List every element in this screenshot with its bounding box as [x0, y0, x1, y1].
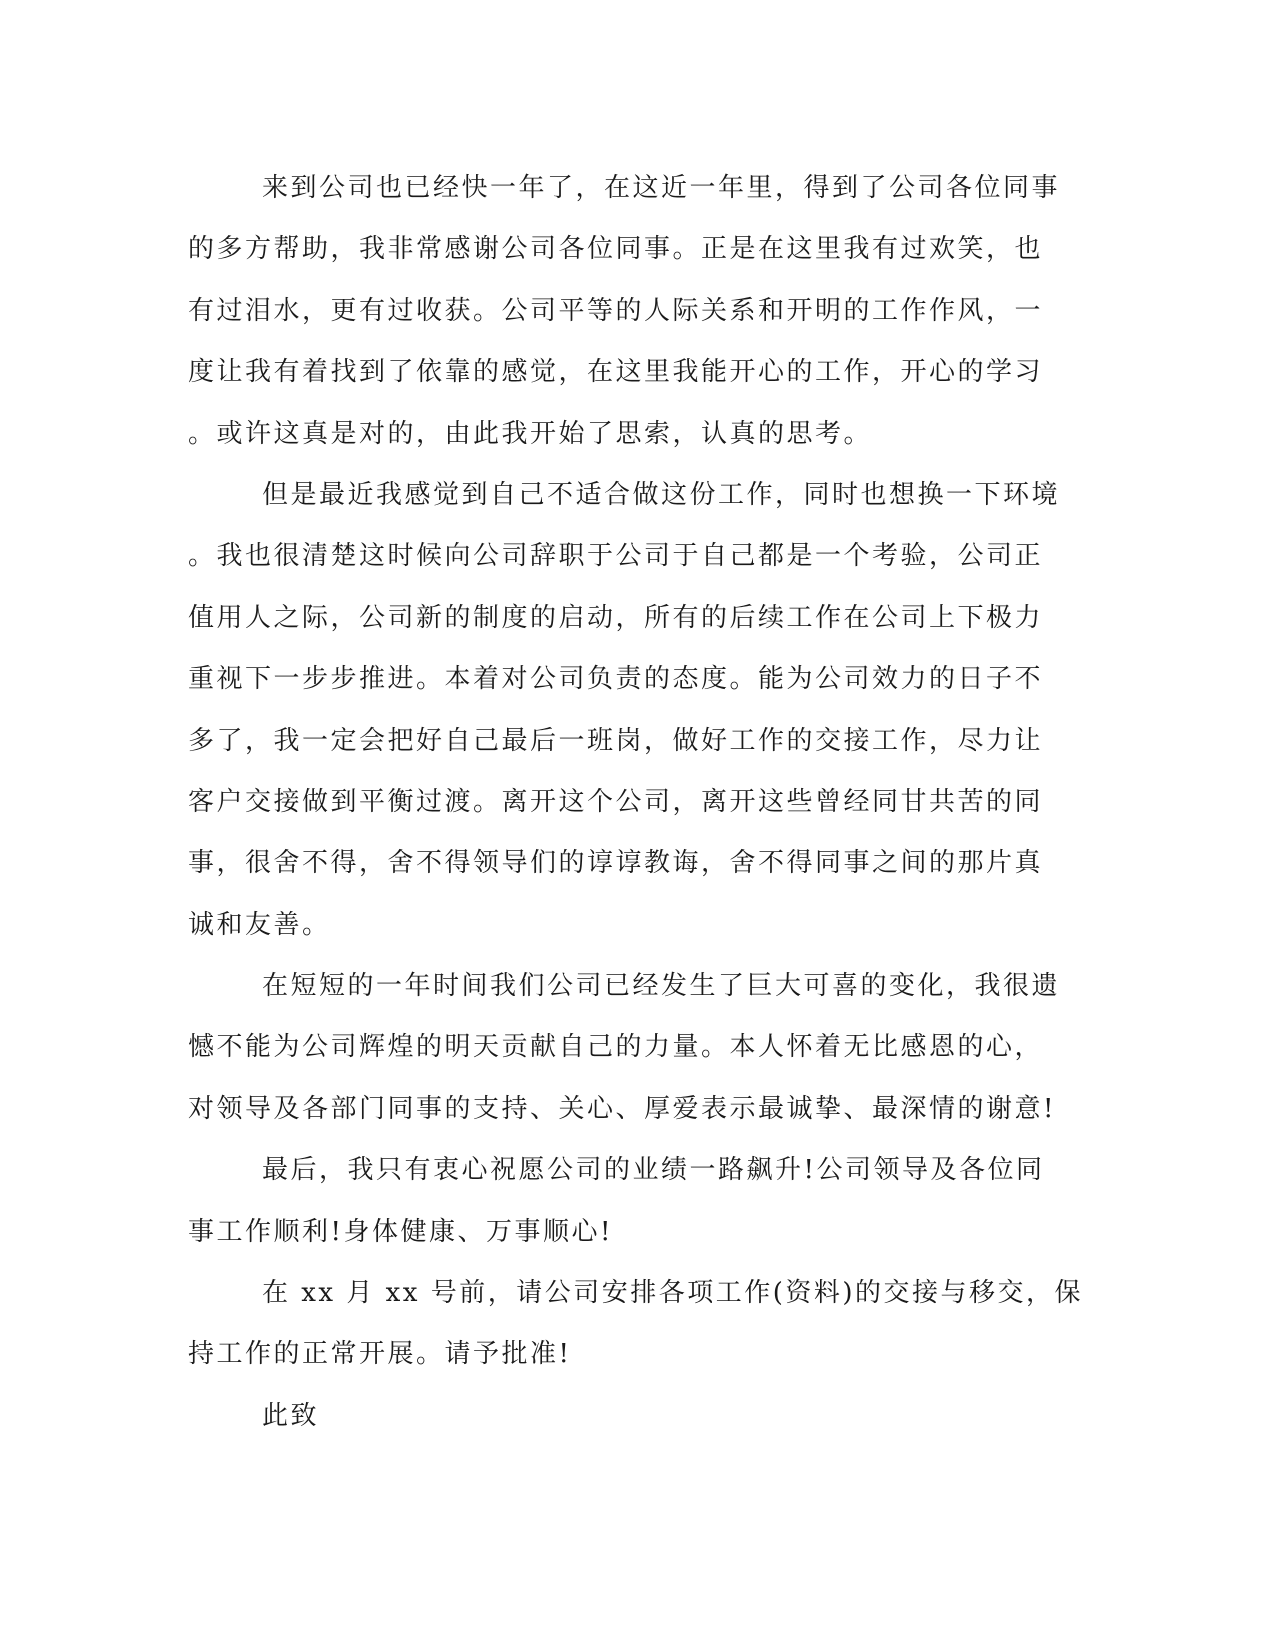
text-line: 。或许这真是对的，由此我开始了思索，认真的思考。: [188, 418, 873, 449]
text-line: 在短短的一年时间我们公司已经发生了巨大可喜的变化，我很遗: [262, 971, 1061, 1002]
text-line: 重视下一步步推进。本着对公司负责的态度。能为公司效力的日子不: [188, 664, 1044, 695]
text-line: 来到公司也已经快一年了，在这近一年里，得到了公司各位同事: [262, 173, 1061, 203]
text-line: 度让我有着找到了依靠的感觉，在这里我能开心的工作，开心的学习: [188, 357, 1044, 388]
text-line: 事工作顺利!身体健康、万事顺心!: [188, 1216, 613, 1247]
text-line: 。我也很清楚这时候向公司辞职于公司于自己都是一个考验，公司正: [188, 541, 1044, 572]
paragraph-thanks: [188, 956, 1078, 1140]
text-line: 的多方帮助，我非常感谢公司各位同事。正是在这里我有过欢笑，也: [188, 234, 1044, 265]
text-line: 诚和友善。: [188, 909, 331, 940]
paragraph-wishes: [188, 1140, 1078, 1263]
paragraph-handover-request: [188, 1263, 1083, 1386]
text-line: 值用人之际，公司新的制度的启动，所有的后续工作在公司上下极力: [188, 602, 1044, 633]
closing-salutation: 此致: [262, 1400, 320, 1431]
text-line: 憾不能为公司辉煌的明天贡献自己的力量。本人怀着无比感恩的心，: [188, 1032, 1044, 1063]
text-line: 客户交接做到平衡过渡。离开这个公司，离开这些曾经同甘共苦的同: [188, 786, 1044, 817]
text-line: 事，很舍不得，舍不得领导们的谆谆教诲，舍不得同事之间的那片真: [188, 848, 1044, 879]
text-line: 多了，我一定会把好自己最后一班岗，做好工作的交接工作，尽力让: [188, 725, 1044, 756]
text-line: 最后，我只有衷心祝愿公司的业绩一路飙升!公司领导及各位同: [262, 1155, 1045, 1186]
text-line: 对领导及各部门同事的支持、关心、厚爱表示最诚挚、最深情的谢意!: [188, 1093, 1056, 1124]
text-line: 在 xx 月 xx 号前，请公司安排各项工作(资料)的交接与移交，保: [262, 1278, 1083, 1309]
text-line: 有过泪水，更有过收获。公司平等的人际关系和开明的工作作风，一: [188, 295, 1044, 326]
paragraph-resignation-reason: [188, 465, 1078, 956]
letter-body: [188, 158, 1083, 1447]
paragraph-gratitude: [188, 158, 1078, 465]
text-line: 持工作的正常开展。请予批准!: [188, 1339, 572, 1370]
paragraph-closing: [188, 1386, 1078, 1447]
text-line: 但是最近我感觉到自己不适合做这份工作，同时也想换一下环境: [262, 479, 1061, 510]
